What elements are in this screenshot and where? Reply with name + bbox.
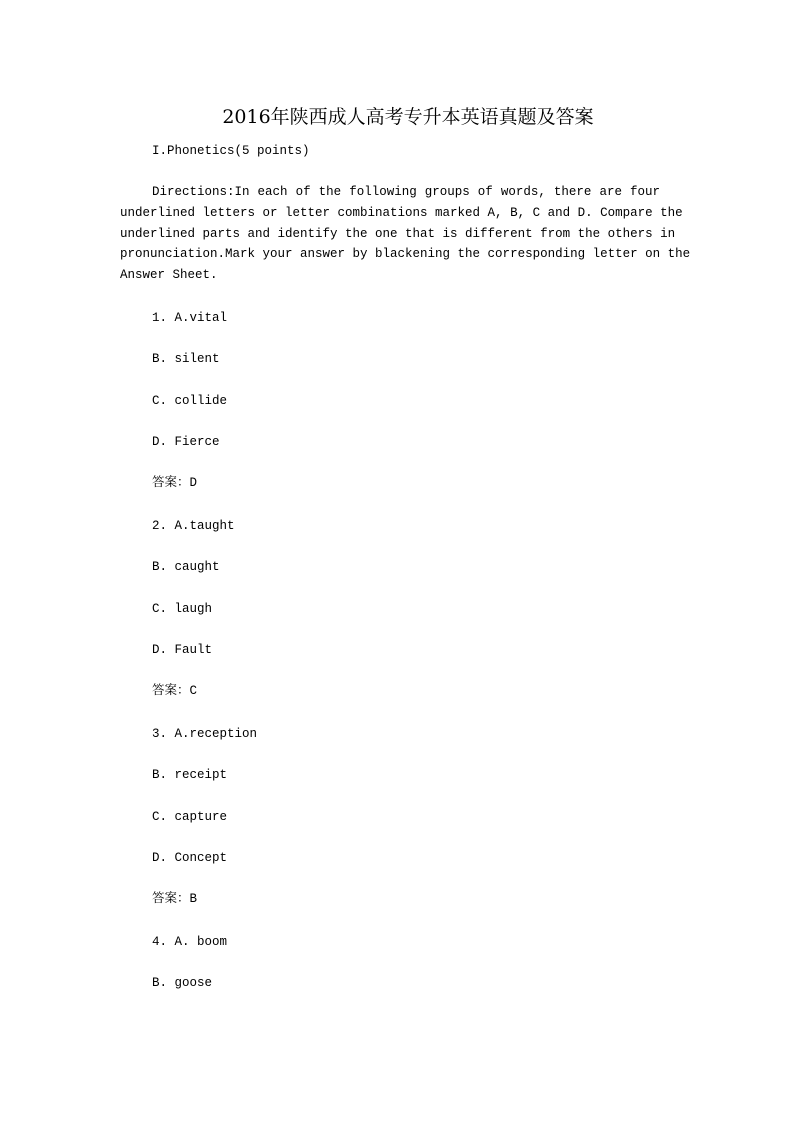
answer-value: C (189, 684, 198, 698)
question-1-option-b: B. silent (152, 352, 220, 366)
question-1-option-a: 1. A.vital (152, 311, 228, 325)
answer-label: 答案： (152, 890, 190, 905)
answer-value: B (189, 892, 198, 906)
directions-line: pronunciation.Mark your answer by blackening the corresponding letter on the (120, 247, 691, 262)
question-3-option-c: C. capture (152, 810, 228, 824)
directions-line: underlined parts and identify the one that is different from the others in (120, 226, 676, 241)
document-title: 2016年陕西成人高考专升本英语真题及答案 (222, 106, 594, 128)
question-1-answer (152, 472, 197, 493)
question-1-option-d: D. Fierce (152, 435, 220, 449)
question-3-answer (152, 888, 197, 909)
question-2-option-b: B. caught (152, 560, 220, 574)
directions-line: underlined letters or letter combinations marked A, B, C and D. Compare the (120, 205, 683, 220)
directions-paragraph (120, 182, 691, 286)
question-2-option-a: 2. A.taught (152, 519, 235, 533)
question-4-option-b: B. goose (152, 976, 213, 990)
directions-line: Directions:In each of the following groups of words, there are four (152, 185, 660, 199)
answer-label: 答案： (152, 682, 190, 697)
question-3-option-b: B. receipt (152, 768, 228, 782)
section-heading: I.Phonetics(5 points) (152, 144, 310, 158)
question-2-option-c: C. laugh (152, 602, 213, 616)
question-3-option-d: D. Concept (152, 851, 228, 865)
question-2-option-d: D. Fault (152, 643, 213, 657)
answer-label: 答案： (152, 474, 190, 489)
question-4-option-a: 4. A. boom (152, 935, 228, 949)
question-3-option-a: 3. A.reception (152, 727, 258, 741)
question-1-option-c: C. collide (152, 394, 228, 408)
question-2-answer (152, 680, 197, 701)
directions-line: Answer Sheet. (120, 268, 218, 283)
answer-value: D (189, 476, 198, 490)
